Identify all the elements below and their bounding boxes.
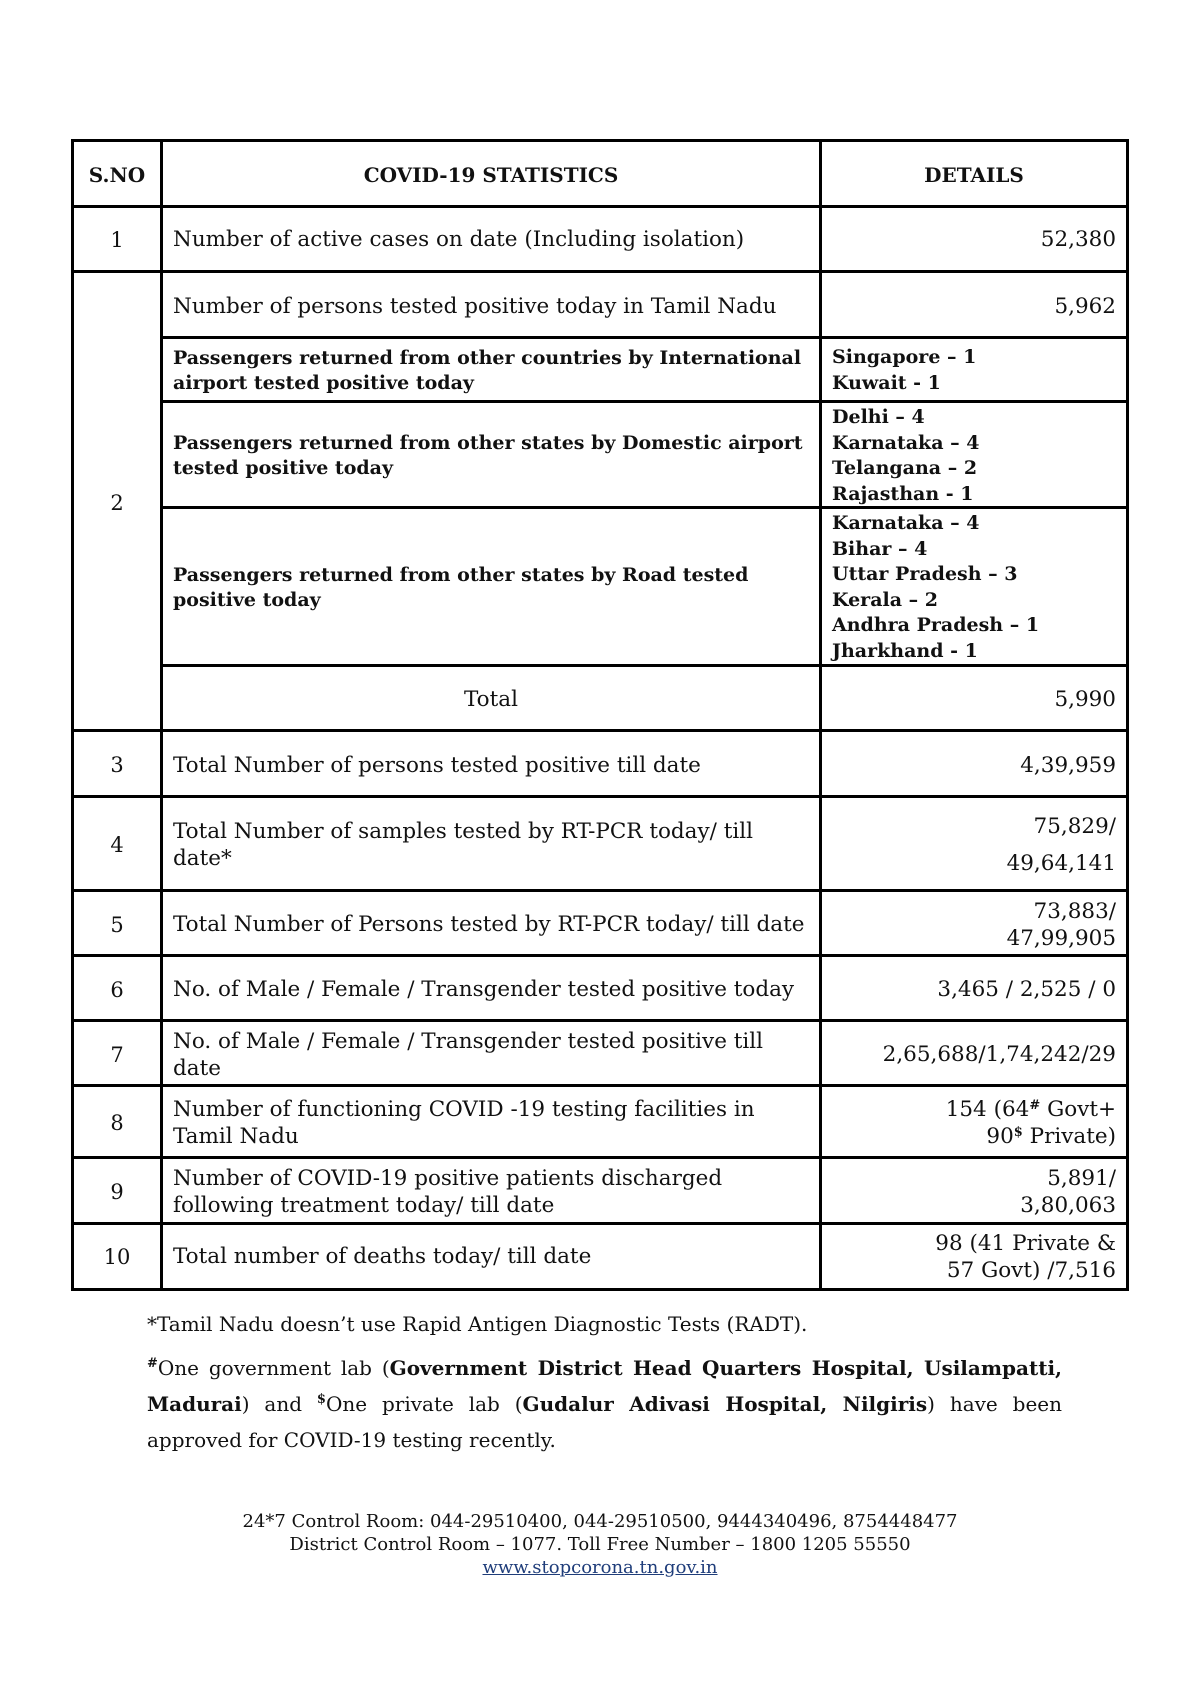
row-value: 3,465 / 2,525 / 0 bbox=[819, 957, 1126, 1022]
sub-row-total bbox=[160, 664, 1126, 732]
row-label: No. of Male / Female / Transgender tested positive till date bbox=[160, 1022, 819, 1087]
dollar-marker: $ bbox=[316, 1392, 326, 1407]
row-label: Passengers returned from other states by Road tested positive today bbox=[160, 509, 819, 667]
covid-statistics-table bbox=[71, 139, 1129, 1291]
list-item: Karnataka – 4 bbox=[832, 431, 980, 454]
note-text: One government lab ( bbox=[157, 1356, 390, 1380]
note-text: ) and bbox=[241, 1392, 317, 1416]
stopcorona-link[interactable]: www.stopcorona.tn.gov.in bbox=[482, 1557, 718, 1578]
table-row bbox=[74, 1222, 1126, 1288]
table-row bbox=[74, 205, 1126, 271]
header-statistics: COVID-19 STATISTICS bbox=[160, 142, 819, 208]
sub-row-domestic-airport bbox=[160, 400, 1126, 509]
value-line bbox=[946, 1096, 1116, 1123]
private-label: Private) bbox=[1022, 1124, 1116, 1149]
list-item: Karnataka – 4 bbox=[832, 512, 980, 534]
value-line: 47,99,905 bbox=[1006, 925, 1116, 951]
row-value bbox=[819, 1087, 1126, 1159]
row-label: No. of Male / Female / Transgender tested positive today bbox=[160, 957, 819, 1022]
list-item: Uttar Pradesh – 3 bbox=[832, 563, 1018, 585]
list-item: Jharkhand - 1 bbox=[832, 639, 978, 662]
list-item: Andhra Pradesh – 1 bbox=[832, 614, 1040, 636]
row-value bbox=[819, 1159, 1126, 1225]
row-value: 5,962 bbox=[819, 273, 1126, 339]
row-label: Passengers returned from other countries by International airport tested positive today bbox=[160, 339, 819, 403]
value-line: 73,883/ bbox=[1033, 898, 1116, 924]
table-row bbox=[74, 795, 1126, 892]
private-count: 90 bbox=[986, 1124, 1014, 1149]
table-row bbox=[74, 889, 1126, 957]
row-value: 4,39,959 bbox=[819, 732, 1126, 798]
header-details: DETAILS bbox=[819, 142, 1126, 208]
row-label: Total Number of samples tested by RT-PCR today/ till date* bbox=[160, 798, 819, 892]
page-footer bbox=[0, 1510, 1200, 1579]
value-line: 57 Govt) /7,516 bbox=[946, 1257, 1116, 1283]
note-text: ) have been approved for COVID-19 testing recently. bbox=[147, 1392, 1063, 1452]
table-row bbox=[74, 1156, 1126, 1225]
table-header-row bbox=[74, 142, 1126, 208]
row-value: 5,990 bbox=[819, 667, 1126, 732]
sub-row-positive-today bbox=[160, 270, 1126, 339]
row-sno: 7 bbox=[110, 1042, 124, 1067]
row-label: Total bbox=[160, 667, 819, 732]
value-line: 49,64,141 bbox=[1006, 851, 1116, 876]
row-label: Passengers returned from other states by Domestic airport tested positive today bbox=[160, 403, 819, 509]
radt-footnote: *Tamil Nadu doesn’t use Rapid Antigen Diagnostic Tests (RADT). bbox=[147, 1312, 808, 1336]
row-value-list bbox=[819, 509, 1126, 667]
row-label: Total Number of persons tested positive till date bbox=[160, 732, 819, 798]
header-sno: S.NO bbox=[88, 163, 146, 187]
row-value-list bbox=[819, 339, 1126, 403]
row-label: Total number of deaths today/ till date bbox=[160, 1225, 819, 1288]
list-item: Kuwait - 1 bbox=[832, 371, 941, 394]
list-item: Bihar – 4 bbox=[832, 537, 928, 560]
list-item: Delhi – 4 bbox=[832, 406, 925, 428]
row-value bbox=[819, 892, 1126, 957]
row-sno: 8 bbox=[110, 1111, 124, 1135]
row-label: Number of persons tested positive today in Tamil Nadu bbox=[160, 273, 819, 339]
list-item: Rajasthan - 1 bbox=[832, 482, 974, 505]
list-item: Telangana – 2 bbox=[832, 457, 978, 479]
row-value bbox=[819, 798, 1126, 892]
row-value bbox=[819, 1225, 1126, 1288]
row-label: Number of COVID-19 positive patients discharged following treatment today/ till date bbox=[160, 1159, 819, 1225]
table-row-group bbox=[74, 270, 1126, 732]
district-control-line: District Control Room – 1077. Toll Free Number – 1800 1205 55550 bbox=[289, 1534, 911, 1555]
table-row bbox=[74, 954, 1126, 1022]
value-line bbox=[986, 1123, 1116, 1150]
note-text: One private lab ( bbox=[325, 1392, 523, 1416]
row-sno: 3 bbox=[110, 753, 124, 777]
govt-lab-name: Government District Head Quarters Hospital, Usilampatti, Madurai bbox=[147, 1356, 1062, 1416]
sub-row-road bbox=[160, 506, 1126, 667]
table-row bbox=[74, 1084, 1126, 1159]
row-sno: 6 bbox=[110, 977, 124, 1002]
row-value-list bbox=[819, 403, 1126, 509]
row-sno: 4 bbox=[110, 833, 124, 857]
row-label: Total Number of Persons tested by RT-PCR today/ till date bbox=[160, 892, 819, 957]
private-lab-name: Gudalur Adivasi Hospital, Nilgiris bbox=[522, 1392, 928, 1416]
sub-row-international bbox=[160, 336, 1126, 403]
row-sno: 9 bbox=[110, 1180, 124, 1204]
lab-footnote bbox=[147, 1350, 1062, 1458]
value-line: 98 (41 Private & bbox=[935, 1230, 1116, 1256]
row-value: 2,65,688/1,74,242/29 bbox=[819, 1022, 1126, 1087]
control-room-line: 24*7 Control Room: 044-29510400, 044-29510500, 9444340496, 8754448477 bbox=[242, 1511, 958, 1532]
row-label: Number of functioning COVID -19 testing facilities in Tamil Nadu bbox=[160, 1087, 819, 1159]
list-item: Kerala – 2 bbox=[832, 588, 938, 611]
value-line: 3,80,063 bbox=[1020, 1193, 1116, 1218]
hash-marker: # bbox=[1029, 1098, 1041, 1113]
row-sno: 5 bbox=[110, 912, 124, 937]
hash-marker: # bbox=[147, 1356, 158, 1371]
row-sno: 1 bbox=[110, 227, 124, 252]
row-value: 52,380 bbox=[819, 208, 1126, 271]
row-label: Number of active cases on date (Including isolation) bbox=[160, 208, 819, 271]
table-row bbox=[74, 1019, 1126, 1087]
govt-count: 154 (64 bbox=[945, 1097, 1030, 1122]
value-line: 75,829/ bbox=[1033, 814, 1116, 839]
govt-label: Govt+ bbox=[1040, 1097, 1116, 1122]
row-sno: 2 bbox=[110, 490, 124, 515]
list-item: Singapore – 1 bbox=[832, 346, 977, 368]
row-sno: 10 bbox=[103, 1244, 131, 1269]
value-line: 5,891/ bbox=[1047, 1166, 1116, 1191]
dollar-marker: $ bbox=[1013, 1125, 1023, 1140]
table-row bbox=[74, 729, 1126, 798]
